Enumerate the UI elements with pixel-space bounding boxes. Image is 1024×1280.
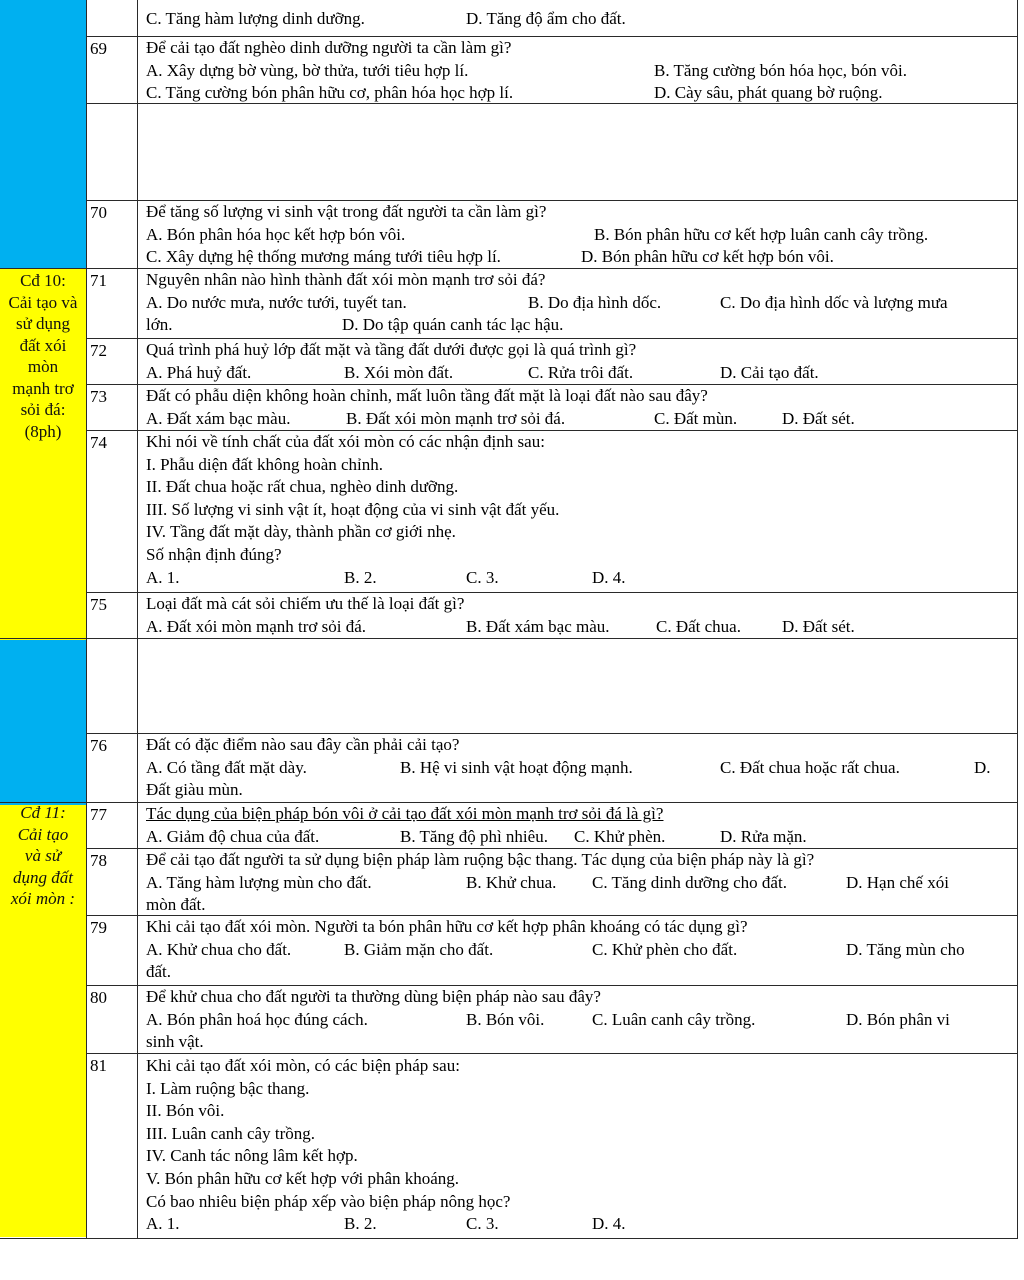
question-text: Đất có đặc điểm nào sau đây cần phải cải tạo? (146, 735, 460, 754)
question-text: Tác dụng của biện pháp bón vôi ở cải tạo đất xói mòn mạnh trơ sỏi đá là gì? (146, 804, 664, 823)
option-a: A. Giảm độ chua của đất. (146, 826, 320, 846)
option-c: C. Khử phèn cho đất. (592, 939, 738, 959)
option-a: A. Khử chua cho đất. (146, 939, 292, 959)
option-c: C. Xây dựng hệ thống mương máng tưới tiêu hợp lí. (146, 247, 501, 267)
topic-band-blue (0, 0, 86, 268)
statement: I. Làm ruộng bậc thang. (146, 1078, 310, 1098)
question-prompt: Có bao nhiêu biện pháp xếp vào biện pháp nông học? (146, 1191, 511, 1211)
option-b: B. Tăng độ phì nhiêu. (400, 826, 548, 846)
option-d: D. Cải tạo đất. (720, 362, 819, 382)
option-c: C. Đất chua hoặc rất chua. (720, 757, 900, 777)
question-number: 79 (90, 918, 107, 937)
topic-10-label (0, 270, 86, 442)
statement: III. Luân canh cây trồng. (146, 1123, 315, 1143)
question-number: 76 (90, 736, 107, 755)
option-a: A. Tăng hàm lượng mùn cho đất. (146, 872, 372, 892)
question-number: 74 (90, 433, 107, 452)
option-d: D. Do tập quán canh tác lạc hậu. (342, 315, 564, 335)
question-76 (146, 734, 1014, 802)
option-b: B. Đất xói mòn mạnh trơ sỏi đá. (346, 408, 566, 428)
option-c: C. Đất chua. (656, 616, 741, 636)
option-d: D. Rửa mặn. (720, 826, 807, 846)
question-number: 73 (90, 387, 107, 406)
option-c: C. Luân canh cây trồng. (592, 1009, 756, 1029)
option-b: B. Bón vôi. (466, 1009, 545, 1029)
option-a: A. Xây dựng bờ vùng, bờ thửa, tưới tiêu hợp lí. (146, 60, 469, 80)
question-text: Khi cải tạo đất xói mòn, có các biện pháp sau: (146, 1056, 460, 1075)
statement: II. Bón vôi. (146, 1101, 225, 1121)
option-a: A. Do nước mưa, nước tưới, tuyết tan. (146, 292, 407, 312)
question-69 (146, 37, 1014, 105)
question-text: Để cải tạo đất người ta sử dụng biện pháp làm ruộng bậc thang. Tác dụng của biện pháp này là gì? (146, 850, 815, 869)
question-71 (146, 269, 1014, 337)
question-number: 72 (90, 341, 107, 360)
topic-line: đất xói (19, 335, 67, 355)
option-a: A. Bón phân hóa học kết hợp bón vôi. (146, 224, 406, 244)
statement: IV. Canh tác nông lâm kết hợp. (146, 1146, 358, 1166)
question-78 (146, 849, 1014, 917)
option-d: D. Đất sét. (782, 408, 855, 428)
option-b: B. Xói mòn đất. (344, 362, 454, 382)
question-text: Đất có phẫu diện không hoàn chỉnh, mất luôn tầng đất mặt là loại đất nào sau đây? (146, 386, 708, 405)
option-b: B. Do địa hình dốc. (528, 292, 662, 312)
question-number: 70 (90, 203, 107, 222)
option-a: A. 1. (146, 1214, 180, 1234)
topic-line: sỏi đá: (20, 400, 66, 419)
question-text: Khi cải tạo đất xói mòn. Người ta bón phân hữu cơ kết hợp phân khoáng có tác dụng gì? (146, 917, 748, 936)
grid-line (0, 1238, 1018, 1239)
topic-line: sử dụng (15, 314, 71, 333)
option-d: D. Hạn chế xói (846, 872, 949, 892)
question-number: 81 (90, 1056, 107, 1075)
option-c: C. Khử phèn. (574, 826, 666, 846)
question-text: Khi nói về tính chất của đất xói mòn có các nhận định sau: (146, 432, 545, 451)
topic-band-blue (0, 640, 86, 805)
option-d-continued: đất. (146, 962, 172, 982)
option-b: B. Khử chua. (466, 872, 557, 892)
question-72 (146, 339, 1014, 384)
option-d: D. Bón phân vi (846, 1009, 950, 1029)
question-70 (146, 201, 1014, 269)
option-a: A. Bón phân hoá học đúng cách. (146, 1009, 368, 1029)
topic-line: Cải tạo (17, 824, 69, 844)
option-b: B. 2. (344, 1214, 377, 1234)
statement: III. Số lượng vi sinh vật ít, hoạt động của vi sinh vật đất yếu. (146, 499, 560, 519)
topic-line: Cđ 10: (20, 271, 66, 290)
question-number: 78 (90, 851, 107, 870)
question-number: 75 (90, 595, 107, 614)
option-b: B. Giảm mặn cho đất. (344, 939, 494, 959)
option-b: B. Bón phân hữu cơ kết hợp luân canh cây trồng. (594, 224, 929, 244)
option-d: D. 4. (592, 1214, 626, 1234)
statement: V. Bón phân hữu cơ kết hợp với phân khoáng. (146, 1168, 460, 1188)
topic-line: và sử (24, 846, 62, 865)
topic-line: dụng đất (13, 867, 73, 887)
option-c: C. Do địa hình dốc và lượng mưa (720, 292, 948, 312)
option-c-continued: lớn. (146, 315, 173, 335)
question-text: Để tăng số lượng vi sinh vật trong đất người ta cần làm gì? (146, 202, 547, 221)
option-d: D. Tăng độ ẩm cho đất. (466, 9, 626, 28)
topic-line: Cđ 11: (20, 803, 66, 822)
statement: II. Đất chua hoặc rất chua, nghèo dinh dưỡng. (146, 477, 459, 497)
topic-line: (8ph) (24, 421, 62, 441)
option-b: B. Đất xám bạc màu. (466, 616, 610, 636)
question-75 (146, 593, 1014, 638)
topic-line: mòn (27, 357, 59, 376)
question-number: 71 (90, 271, 107, 290)
question-prompt: Số nhận định đúng? (146, 544, 282, 564)
option-c: C. 3. (466, 1214, 499, 1234)
option-d-continued: mòn đất. (146, 895, 206, 915)
statement: IV. Tầng đất mặt dày, thành phần cơ giới nhẹ. (146, 522, 456, 542)
option-b: B. 2. (344, 567, 377, 587)
question-73 (146, 385, 1014, 430)
option-c: C. Rửa trôi đất. (528, 362, 634, 382)
question-text: Nguyên nhân nào hình thành đất xói mòn mạnh trơ sỏi đá? (146, 270, 546, 289)
question-text: Để khử chua cho đất người ta thường dùng biện pháp nào sau đây? (146, 987, 601, 1006)
option-d: D. Bón phân hữu cơ kết hợp bón vôi. (581, 247, 834, 267)
option-a: A. Đất xám bạc màu. (146, 408, 291, 428)
option-d-continued: Đất giàu mùn. (146, 780, 243, 800)
question-74 (146, 431, 1014, 589)
topic-line: xói mòn : (10, 889, 76, 908)
option-d: D. Đất sét. (782, 616, 855, 636)
option-d: D. Cày sâu, phát quang bờ ruộng. (654, 83, 883, 103)
question-79 (146, 916, 1014, 984)
topic-11-label (0, 802, 86, 910)
option-b: B. Tăng cường bón hóa học, bón vôi. (654, 60, 908, 80)
option-a: A. 1. (146, 567, 180, 587)
option-a: A. Có tầng đất mặt dày. (146, 757, 307, 777)
option-d-continued: sinh vật. (146, 1032, 204, 1052)
option-d: D. (974, 757, 991, 777)
question-text: Loại đất mà cát sỏi chiếm ưu thế là loại đất gì? (146, 594, 465, 613)
option-d: D. Tăng mùn cho (846, 939, 965, 959)
question-text: Để cải tạo đất nghèo dinh dưỡng người ta cần làm gì? (146, 38, 512, 57)
option-b: B. Hệ vi sinh vật hoạt động mạnh. (400, 757, 633, 777)
question-text: Quá trình phá huỷ lớp đất mặt và tầng đất dưới được gọi là quá trình gì? (146, 340, 637, 359)
option-c: C. 3. (466, 567, 499, 587)
question-77 (146, 803, 1014, 848)
option-d: D. 4. (592, 567, 626, 587)
option-c: C. Tăng dinh dưỡng cho đất. (592, 872, 787, 892)
option-c: C. Tăng cường bón phân hữu cơ, phân hóa học hợp lí. (146, 83, 514, 103)
option-a: A. Phá huỷ đất. (146, 362, 252, 382)
option-c: C. Tăng hàm lượng dinh dưỡng. (146, 9, 365, 28)
question-number: 69 (90, 39, 107, 58)
topic-line: Cải tạo và (8, 292, 78, 312)
question-81 (146, 1055, 1014, 1236)
statement: I. Phẫu diện đất không hoàn chỉnh. (146, 454, 384, 474)
question-68-tail (146, 8, 1014, 31)
question-number: 80 (90, 988, 107, 1007)
question-80 (146, 986, 1014, 1054)
option-a: A. Đất xói mòn mạnh trơ sỏi đá. (146, 616, 367, 636)
topic-line: mạnh trơ (12, 378, 74, 398)
option-c: C. Đất mùn. (654, 408, 738, 428)
question-number: 77 (90, 805, 107, 824)
